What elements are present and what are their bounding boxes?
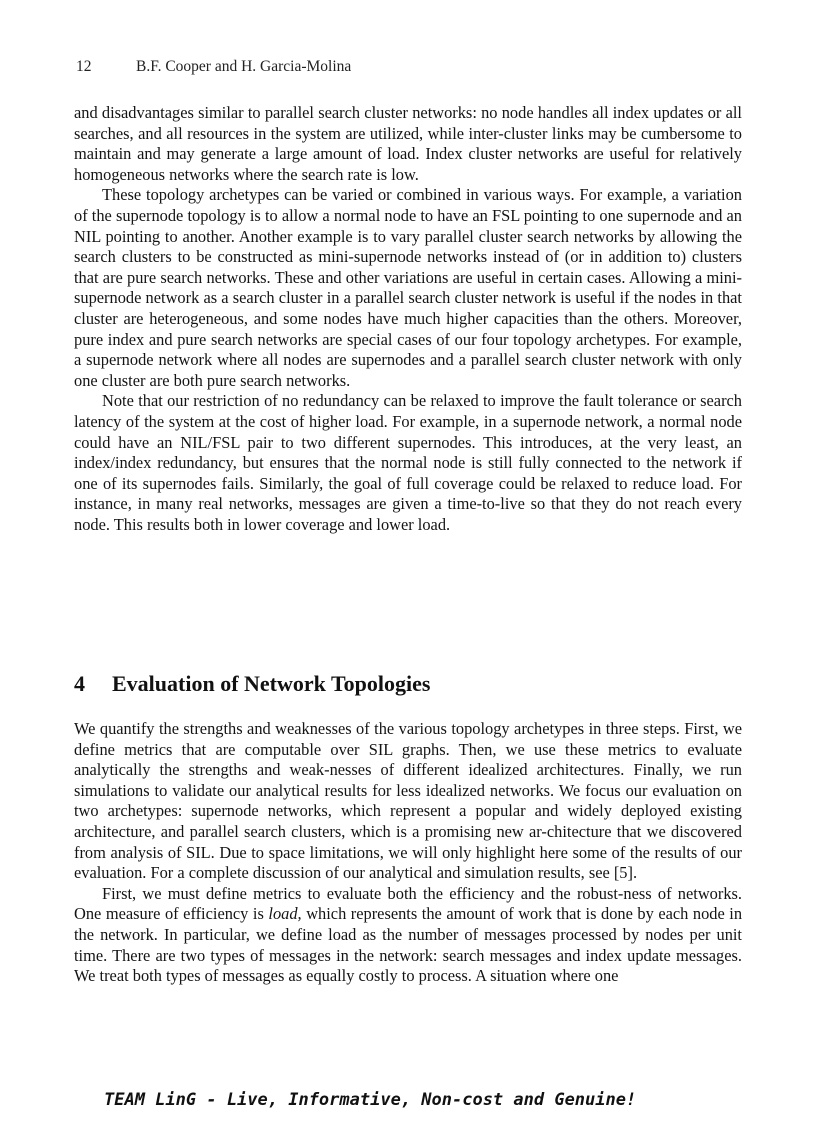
running-header	[76, 58, 351, 76]
section-title: Evaluation of Network Topologies	[112, 671, 431, 696]
body-text-section	[74, 719, 742, 987]
section-number: 4	[74, 671, 85, 696]
footer-banner: TEAM LinG - Live, Informative, Non-cost and Genuine!	[104, 1090, 637, 1110]
load-text-after: which represents the amount of work that is done by each node in the network. In particular, we define load as the number of messages processed by nodes per unit time. There are two types of messages in the network: search messages and index update messages. We treat both types of messages as equally costly to process. A situation where one	[74, 904, 743, 986]
section-heading	[74, 671, 430, 697]
load-term: load,	[268, 904, 302, 924]
paragraph-redundancy: Note that our restriction of no redundancy can be relaxed to improve the fault tolerance or search latency of the system at the cost of higher load. For example, in a supernode network, a normal node could have an NIL/FSL pair to two different supernodes. This introduces, at the very least, an index/index redundancy, but ensures that the normal node is still fully connected to the network if one of its supernodes fails. Similarly, the goal of full coverage could be relaxed to reduce load. For instance, in many real networks, messages are given a time-to-live so that they do not reach every node. This results both in lower coverage and lower load.	[74, 391, 742, 534]
paragraph-topology-variations: These topology archetypes can be varied or combined in various ways. For example, a variation of the supernode topology is to allow a normal node to have an FSL pointing to one supernode and an NIL pointing to another. Another example is to vary parallel cluster search networks by allowing the search clusters to be constructed as mini-supernode networks instead of (or in addition to) clusters that are pure search networks. These and other variations are useful in certain cases. Allowing a mini-supernode network as a search cluster in a parallel search cluster network is useful if the nodes in that cluster are heterogeneous, and some nodes have much higher capacities than the others. Moreover, pure index and pure search networks are special cases of our four topology archetypes. For example, a supernode network where all nodes are supernodes and a parallel search cluster network with only one cluster are both pure search networks.	[74, 185, 742, 390]
paragraph-continuation: and disadvantages similar to parallel search cluster networks: no node handles all index updates or all searches, and all resources in the system are utilized, while inter-cluster links may be cumbersome to maintain and may generate a large amount of load. Index cluster networks are useful for relatively homogeneous networks where the search rate is low.	[74, 103, 742, 184]
load-text-before: First, we must define metrics to evaluate both the efficiency and the robust-ness of networks. One measure of efficiency is	[74, 883, 742, 924]
paragraph-evaluation-intro: We quantify the strengths and weaknesses of the various topology archetypes in three steps. First, we define metrics that are computable over SIL graphs. Then, we use these metrics to evaluate analytically the strengths and weak-nesses of different idealized architectures. Finally, we run simulations to validate our analytical results for less idealized networks. We focus our evaluation on two archetypes: supernode networks, which represent a popular and widely deployed existing architecture, and parallel search clusters, which is a promising new ar-chitecture that we discovered from analysis of SIL. Due to space limitations, we will only highlight here some of the results of our evaluation. For a complete discussion of our analytical and simulation results, see [5].	[74, 719, 742, 883]
author-line: B.F. Cooper and H. Garcia-Molina	[136, 58, 352, 75]
page-number: 12	[76, 58, 92, 75]
paragraph-load-definition	[74, 884, 742, 987]
body-text-top	[74, 103, 742, 535]
